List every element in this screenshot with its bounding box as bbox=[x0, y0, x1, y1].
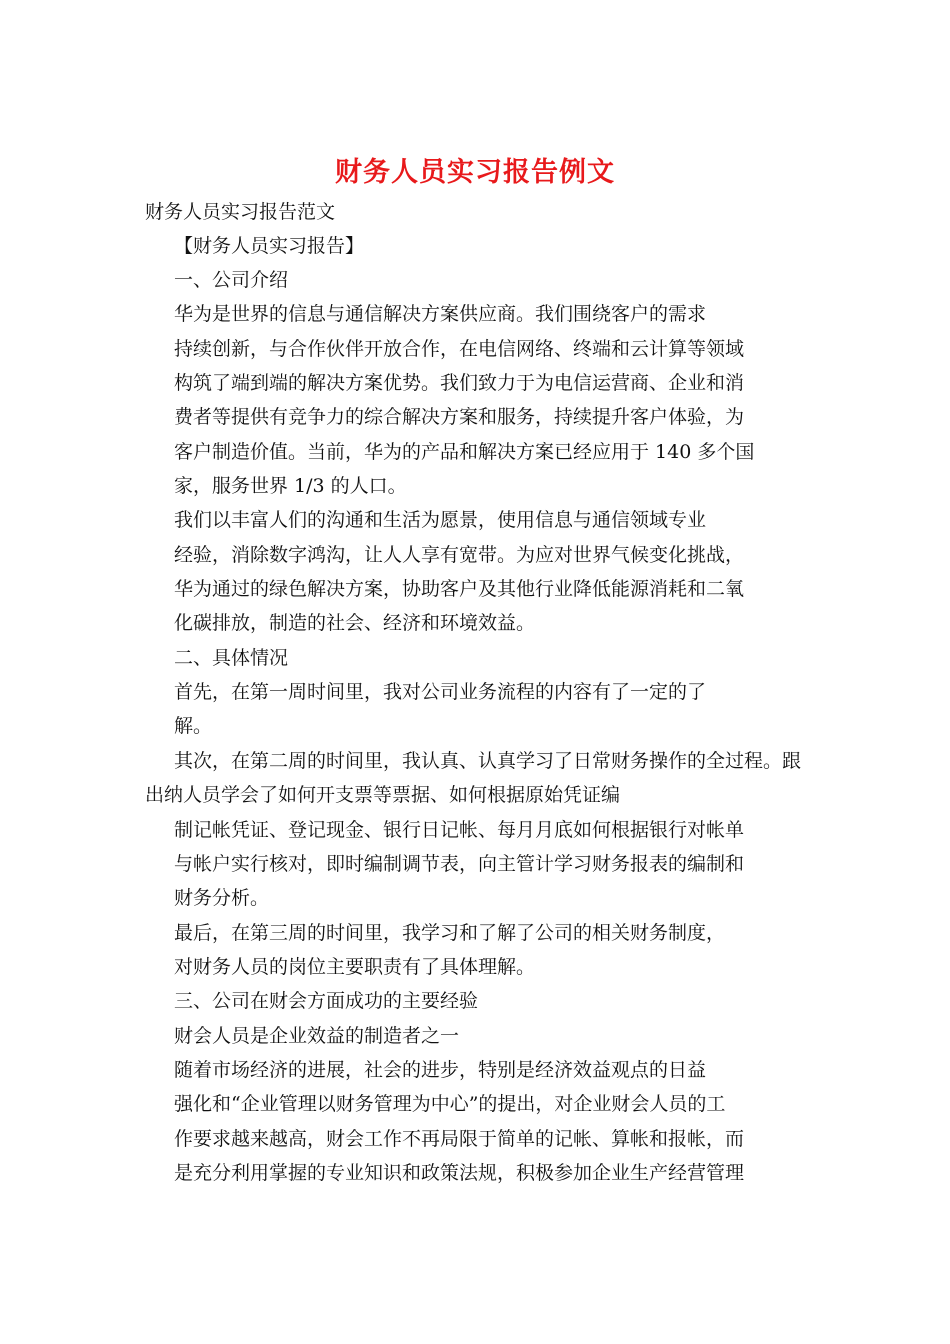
doc-line: 持续创新，与合作伙伴开放合作，在电信网络、终端和云计算等领域 bbox=[174, 338, 745, 360]
document-title: 财务人员实习报告例文 bbox=[335, 157, 615, 188]
doc-line: 财务分析。 bbox=[174, 887, 270, 909]
doc-line: 华为是世界的信息与通信解决方案供应商。我们围绕客户的需求 bbox=[174, 303, 707, 325]
doc-line-section-heading: 一、公司介绍 bbox=[174, 269, 289, 291]
doc-line: 家，服务世界 1/3 的人口。 bbox=[174, 475, 407, 497]
doc-line: 与帐户实行核对，即时编制调节表，向主管计学习财务报表的编制和 bbox=[174, 853, 745, 875]
doc-line: 化碳排放，制造的社会、经济和环境效益。 bbox=[174, 612, 536, 634]
doc-line: 我们以丰富人们的沟通和生活为愿景，使用信息与通信领域专业 bbox=[174, 509, 707, 531]
doc-line: 是充分利用掌握的专业知识和政策法规，积极参加企业生产经营管理 bbox=[174, 1162, 745, 1184]
doc-line: 随着市场经济的进展，社会的进步，特别是经济效益观点的日益 bbox=[174, 1059, 707, 1081]
doc-line: 制记帐凭证、登记现金、银行日记帐、每月月底如何根据银行对帐单 bbox=[174, 819, 745, 841]
doc-line: 经验，消除数字鸿沟，让人人享有宽带。为应对世界气候变化挑战， bbox=[174, 544, 745, 566]
doc-line: 客户制造价值。当前，华为的产品和解决方案已经应用于 140 多个国 bbox=[174, 441, 755, 463]
doc-line-section-heading: 二、具体情况 bbox=[174, 647, 289, 669]
doc-line: 解。 bbox=[174, 715, 213, 737]
doc-line-subtitle: 财务人员实习报告范文 bbox=[145, 201, 336, 223]
doc-line: 出纳人员学会了如何开支票等票据、如何根据原始凭证编 bbox=[145, 784, 621, 806]
doc-line: 财会人员是企业效益的制造者之一 bbox=[174, 1025, 460, 1047]
doc-line: 最后，在第三周的时间里，我学习和了解了公司的相关财务制度， bbox=[174, 922, 726, 944]
doc-line-section-heading: 三、公司在财会方面成功的主要经验 bbox=[174, 990, 479, 1012]
doc-line: 其次，在第二周的时间里，我认真、认真学习了日常财务操作的全过程。跟 bbox=[174, 750, 802, 772]
doc-line: 华为通过的绿色解决方案，协助客户及其他行业降低能源消耗和二氧 bbox=[174, 578, 745, 600]
doc-line: 费者等提供有竞争力的综合解决方案和服务，持续提升客户体验，为 bbox=[174, 406, 745, 428]
doc-line-report-heading: 【财务人员实习报告】 bbox=[174, 235, 365, 257]
doc-line: 首先，在第一周时间里，我对公司业务流程的内容有了一定的了 bbox=[174, 681, 707, 703]
doc-line: 强化和“企业管理以财务管理为中心”的提出，对企业财会人员的工 bbox=[174, 1093, 726, 1115]
doc-line: 作要求越来越高，财会工作不再局限于简单的记帐、算帐和报帐，而 bbox=[174, 1128, 745, 1150]
doc-line: 对财务人员的岗位主要职责有了具体理解。 bbox=[174, 956, 536, 978]
doc-line: 构筑了端到端的解决方案优势。我们致力于为电信运营商、企业和消 bbox=[174, 372, 745, 394]
